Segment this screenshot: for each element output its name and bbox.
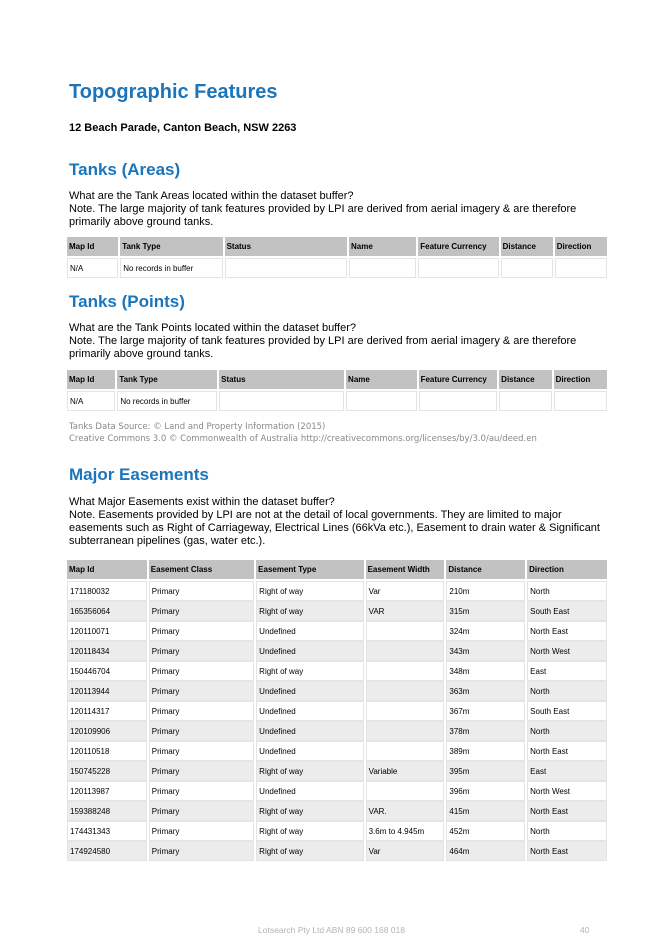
- table-cell: North: [527, 821, 607, 841]
- easements-description: [69, 496, 609, 548]
- license-line: Creative Commons 3.0 © Commonwealth of Australia http://creativecommons.org/licenses/by/3.0/au/deed.en: [69, 434, 537, 444]
- column-header: Tank Type: [117, 370, 217, 391]
- table-cell: Primary: [149, 581, 254, 601]
- table-cell: Right of way: [256, 821, 363, 841]
- column-header: Name: [346, 370, 417, 391]
- table-row: [67, 821, 607, 841]
- page-title: Topographic Features: [69, 81, 278, 103]
- table-cell: Primary: [149, 721, 254, 741]
- table-cell: Undefined: [256, 721, 363, 741]
- table-header-row: [67, 560, 607, 581]
- column-header: Distance: [499, 370, 551, 391]
- easements-heading: Major Easements: [69, 465, 209, 484]
- table-cell: [366, 661, 445, 681]
- table-cell: Primary: [149, 781, 254, 801]
- table-cell: [219, 391, 344, 411]
- table-cell: Primary: [149, 661, 254, 681]
- table-cell: Undefined: [256, 781, 363, 801]
- tank-points-heading: Tanks (Points): [69, 292, 185, 311]
- table-cell: [366, 621, 445, 641]
- table-cell: 150446704: [67, 661, 147, 681]
- table-cell: Right of way: [256, 841, 363, 861]
- table-cell: 120118434: [67, 641, 147, 661]
- table-cell: 120110518: [67, 741, 147, 761]
- table-cell: 315m: [446, 601, 525, 621]
- column-header: Status: [219, 370, 344, 391]
- table-cell: 363m: [446, 681, 525, 701]
- table-row: [67, 781, 607, 801]
- table-cell: Undefined: [256, 741, 363, 761]
- table-cell: No records in buffer: [117, 391, 217, 411]
- tank-areas-table: [65, 237, 609, 278]
- table-cell: Primary: [149, 821, 254, 841]
- column-header: Direction: [555, 237, 607, 258]
- column-header: Name: [349, 237, 416, 258]
- footer-page-number: 40: [580, 925, 590, 935]
- table-cell: 396m: [446, 781, 525, 801]
- table-cell: [418, 258, 498, 278]
- tank-areas-note: Note. The large majority of tank features provided by LPI are derived from aerial imagery & are therefore primarily above ground tanks.: [69, 203, 577, 228]
- easements-table-body: [67, 581, 607, 861]
- easements-question: What Major Easements exist within the dataset buffer?: [69, 496, 335, 508]
- table-cell: Primary: [149, 621, 254, 641]
- table-cell: 174431343: [67, 821, 147, 841]
- column-header: Status: [225, 237, 347, 258]
- tank-areas-question: What are the Tank Areas located within the dataset buffer?: [69, 190, 354, 202]
- table-row: [67, 661, 607, 681]
- table-row: [67, 581, 607, 601]
- table-cell: Primary: [149, 601, 254, 621]
- table-cell: Primary: [149, 841, 254, 861]
- table-cell: Variable: [366, 761, 445, 781]
- table-cell: Right of way: [256, 661, 363, 681]
- table-cell: North East: [527, 621, 607, 641]
- table-cell: 324m: [446, 621, 525, 641]
- tank-points-description: [69, 322, 609, 361]
- table-cell: [346, 391, 417, 411]
- table-cell: Right of way: [256, 601, 363, 621]
- table-cell: [366, 641, 445, 661]
- table-cell: VAR.: [366, 801, 445, 821]
- table-cell: North West: [527, 781, 607, 801]
- column-header: Direction: [527, 560, 607, 581]
- table-row: [67, 761, 607, 781]
- table-cell: No records in buffer: [120, 258, 222, 278]
- table-cell: Primary: [149, 801, 254, 821]
- table-row: [67, 391, 607, 411]
- table-cell: Right of way: [256, 581, 363, 601]
- table-cell: 378m: [446, 721, 525, 741]
- table-row: [67, 621, 607, 641]
- table-cell: Var: [366, 581, 445, 601]
- tank-areas-heading: Tanks (Areas): [69, 160, 181, 179]
- table-row: [67, 641, 607, 661]
- table-cell: Primary: [149, 641, 254, 661]
- table-cell: Undefined: [256, 641, 363, 661]
- tank-points-question: What are the Tank Points located within the dataset buffer?: [69, 322, 356, 334]
- table-cell: VAR: [366, 601, 445, 621]
- table-row: [67, 681, 607, 701]
- table-cell: 367m: [446, 701, 525, 721]
- table-cell: East: [527, 761, 607, 781]
- table-cell: [366, 681, 445, 701]
- table-cell: 120110071: [67, 621, 147, 641]
- column-header: Map Id: [67, 370, 115, 391]
- table-cell: North: [527, 721, 607, 741]
- table-cell: [366, 741, 445, 761]
- tank-points-table: [65, 370, 609, 411]
- table-cell: [419, 391, 498, 411]
- table-cell: 464m: [446, 841, 525, 861]
- column-header: Tank Type: [120, 237, 222, 258]
- table-cell: Primary: [149, 701, 254, 721]
- table-cell: South East: [527, 701, 607, 721]
- tank-points-note: Note. The large majority of tank features provided by LPI are derived from aerial imagery & are therefore primarily above ground tanks.: [69, 335, 577, 360]
- source-line: Tanks Data Source: © Land and Property Information (2015): [69, 422, 326, 432]
- table-cell: Undefined: [256, 681, 363, 701]
- table-cell: N/A: [67, 391, 115, 411]
- column-header: Feature Currency: [418, 237, 498, 258]
- table-cell: Var: [366, 841, 445, 861]
- easements-table: [65, 560, 609, 861]
- table-cell: 159388248: [67, 801, 147, 821]
- table-cell: 415m: [446, 801, 525, 821]
- table-cell: North: [527, 581, 607, 601]
- column-header: Map Id: [67, 560, 147, 581]
- table-cell: East: [527, 661, 607, 681]
- table-cell: 348m: [446, 661, 525, 681]
- easements-note: Note. Easements provided by LPI are not at the detail of local governments. They are limited to major easements such as Right of Carriageway, Electrical Lines (66kVa etc.), Easement to drain water & Significant subterranean pipelines (gas, water etc.).: [69, 509, 600, 547]
- table-row: [67, 741, 607, 761]
- table-cell: 171180032: [67, 581, 147, 601]
- table-cell: [349, 258, 416, 278]
- table-cell: 395m: [446, 761, 525, 781]
- table-cell: 120109906: [67, 721, 147, 741]
- table-cell: [225, 258, 347, 278]
- table-cell: 174924580: [67, 841, 147, 861]
- table-header-row: [67, 370, 607, 391]
- table-cell: Right of way: [256, 801, 363, 821]
- table-cell: [501, 258, 553, 278]
- table-cell: 210m: [446, 581, 525, 601]
- table-cell: North East: [527, 801, 607, 821]
- table-cell: [554, 391, 607, 411]
- table-cell: Primary: [149, 761, 254, 781]
- table-header-row: [67, 237, 607, 258]
- column-header: Easement Class: [149, 560, 254, 581]
- table-cell: North East: [527, 841, 607, 861]
- table-cell: 3.6m to 4.945m: [366, 821, 445, 841]
- table-row: [67, 801, 607, 821]
- site-address: 12 Beach Parade, Canton Beach, NSW 2263: [69, 122, 297, 134]
- table-cell: [366, 781, 445, 801]
- table-cell: 150745228: [67, 761, 147, 781]
- table-row: [67, 701, 607, 721]
- table-cell: North West: [527, 641, 607, 661]
- table-cell: 452m: [446, 821, 525, 841]
- table-cell: Right of way: [256, 761, 363, 781]
- table-cell: Undefined: [256, 621, 363, 641]
- table-row: [67, 721, 607, 741]
- table-cell: 120113987: [67, 781, 147, 801]
- table-cell: South East: [527, 601, 607, 621]
- column-header: Direction: [554, 370, 607, 391]
- column-header: Distance: [446, 560, 525, 581]
- table-cell: N/A: [67, 258, 118, 278]
- table-row: [67, 841, 607, 861]
- column-header: Easement Type: [256, 560, 363, 581]
- table-cell: 120113944: [67, 681, 147, 701]
- table-cell: [555, 258, 607, 278]
- table-cell: [499, 391, 551, 411]
- table-cell: 343m: [446, 641, 525, 661]
- table-cell: [366, 721, 445, 741]
- table-cell: [366, 701, 445, 721]
- column-header: Distance: [501, 237, 553, 258]
- table-cell: Primary: [149, 681, 254, 701]
- table-cell: North East: [527, 741, 607, 761]
- table-cell: Undefined: [256, 701, 363, 721]
- table-cell: 165356064: [67, 601, 147, 621]
- table-cell: 389m: [446, 741, 525, 761]
- table-row: [67, 601, 607, 621]
- footer-company: Lotsearch Pty Ltd ABN 89 600 168 018: [258, 925, 405, 935]
- tank-areas-description: [69, 190, 609, 229]
- column-header: Map Id: [67, 237, 118, 258]
- table-cell: North: [527, 681, 607, 701]
- table-cell: 120114317: [67, 701, 147, 721]
- table-cell: Primary: [149, 741, 254, 761]
- tanks-data-source: [69, 421, 537, 445]
- column-header: Easement Width: [366, 560, 445, 581]
- column-header: Feature Currency: [419, 370, 498, 391]
- table-row: [67, 258, 607, 278]
